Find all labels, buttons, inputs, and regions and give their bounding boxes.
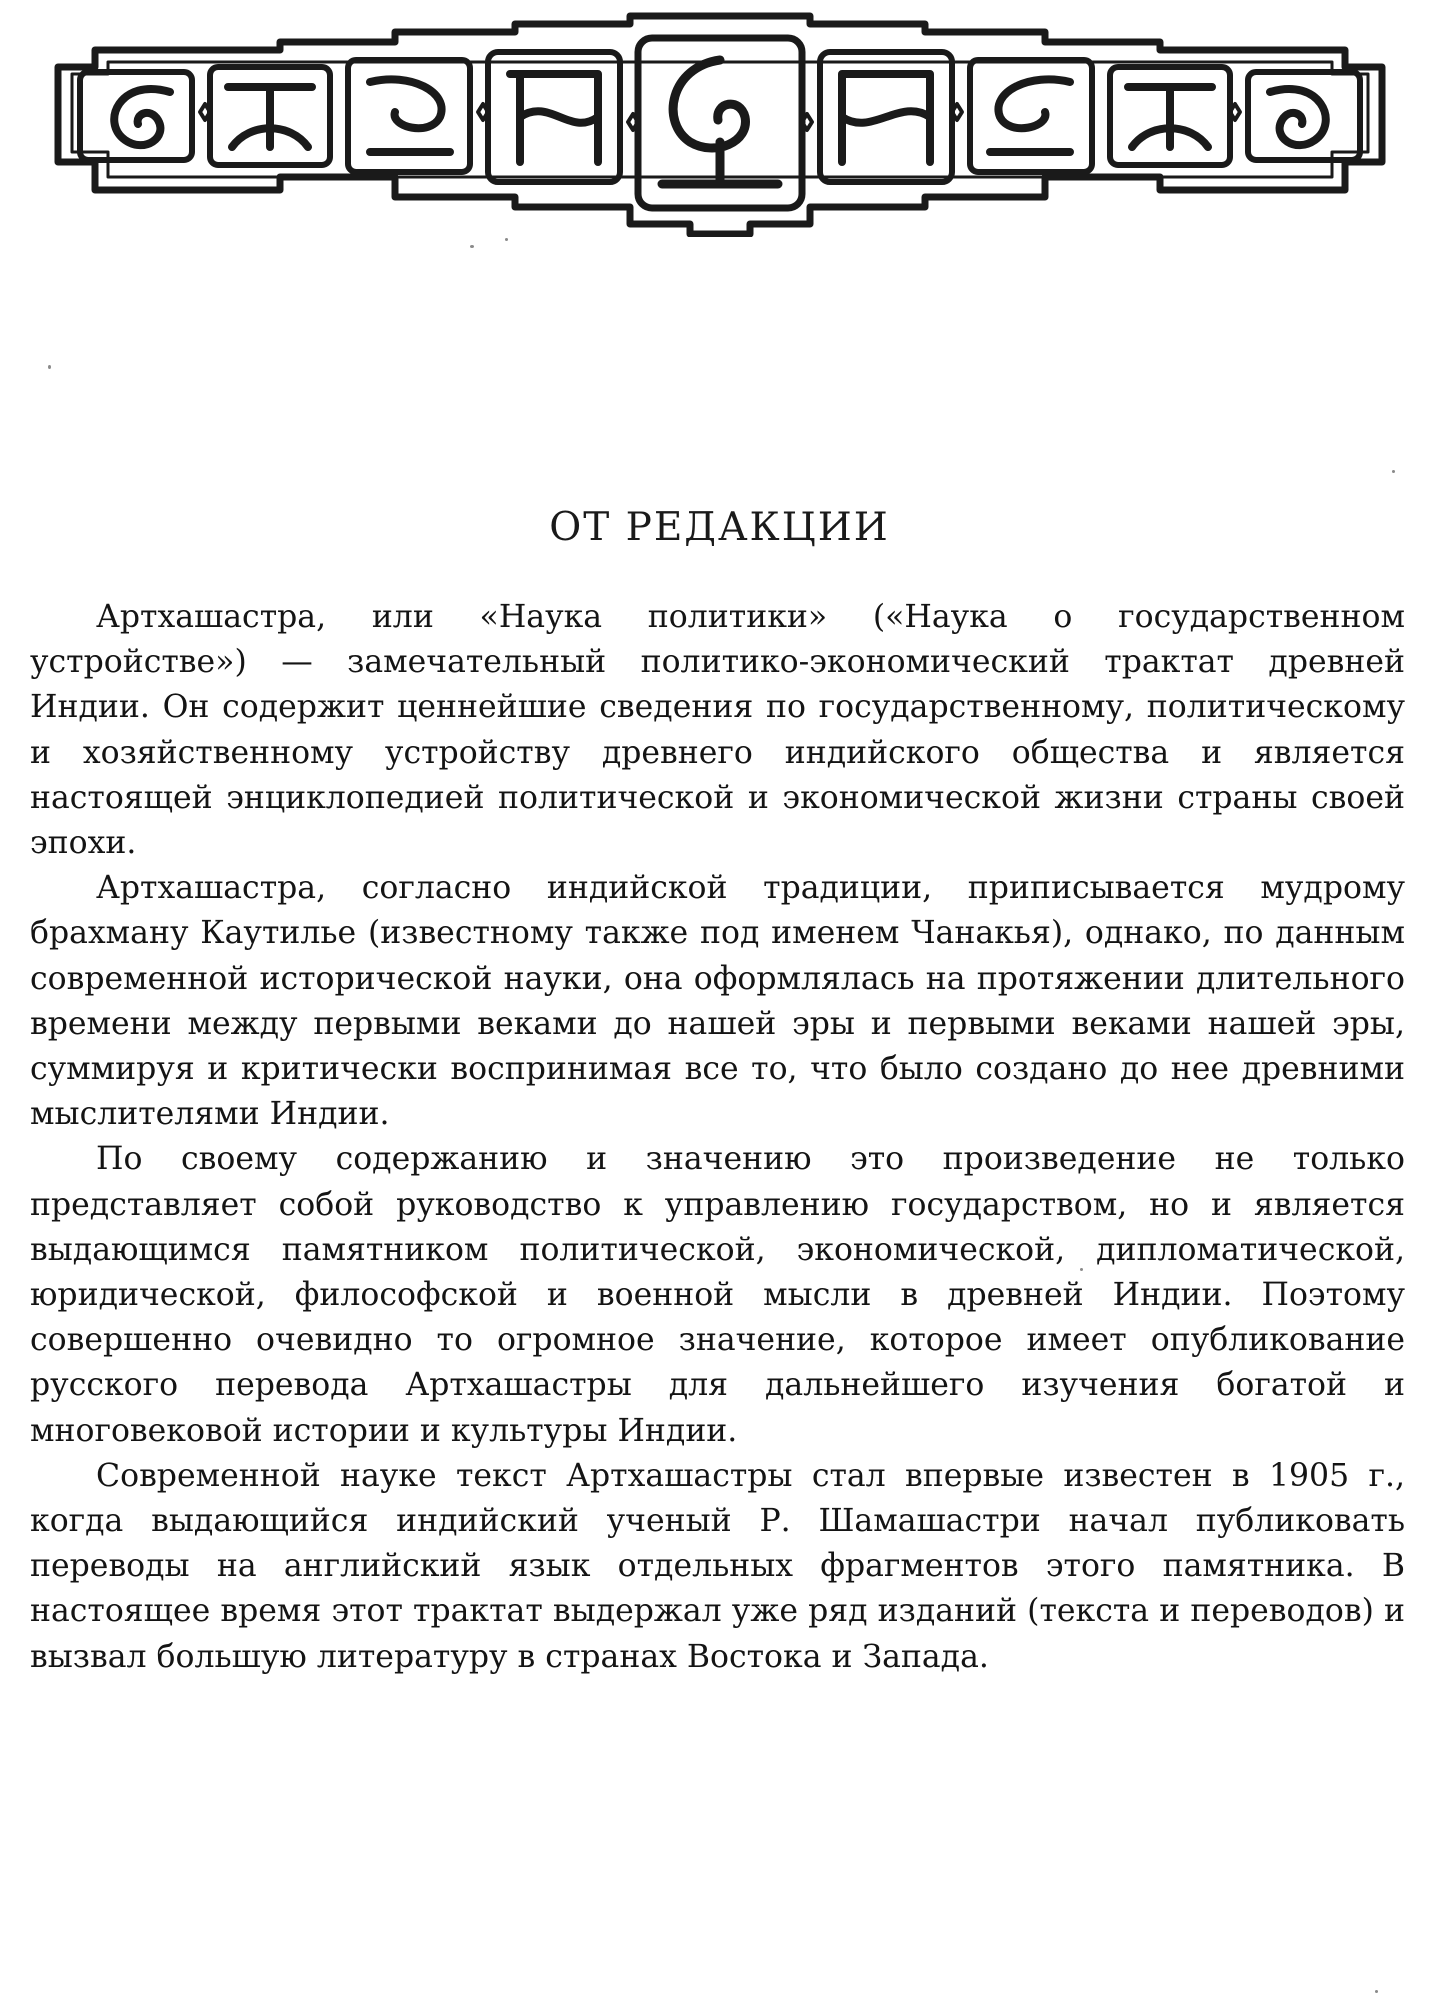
body-text xyxy=(30,595,1405,1680)
scan-speck xyxy=(470,245,474,248)
paragraph: Артхашастра, или «Наука политики» («Наука о государственном устройстве») — замечательный политико-экономический трактат древней Индии. Он содержит ценнейшие сведения по государственному, политическому и хозяйственному устройству древнего индийского общества и является настоящей энциклопедией политической и экономической жизни страны своей эпохи. xyxy=(30,599,1405,862)
scan-speck xyxy=(505,238,508,241)
scan-speck xyxy=(1392,470,1395,473)
paragraph: Современной науке текст Артхашастры стал впервые известен в 1905 г., когда выдающийся индийский ученый Р. Шамашастри начал публиковать переводы на английский язык отдельных фрагментов этого памятника. В настоящее время этот трактат выдержал уже ряд изданий (текста и переводов) и вызвал большую литературу в странах Востока и Запада. xyxy=(30,1457,1405,1675)
decorative-headpiece xyxy=(50,12,1390,237)
scan-speck xyxy=(1375,1990,1378,1993)
scan-speck xyxy=(1080,1268,1083,1271)
section-heading: ОТ РЕДАКЦИИ xyxy=(549,505,890,550)
paragraph: Артхашастра, согласно индийской традиции, приписывается мудрому брахману Каутилье (известному также под именем Чанакья), однако, по данным современной исторической науки, она оформлялась на протяжении длительного времени между первыми веками до нашей эры и первыми веками нашей эры, суммируя и критически воспринимая все то, что было создано до нее древними мыслителями Индии. xyxy=(30,870,1405,1133)
paragraph: По своему содержанию и значению это произведение не только представляет собой руководство к управлению государством, но и является выдающимся памятником политической, экономической, дипломатической, юридической, философской и военной мысли в древней Индии. Поэтому совершенно очевидно то огромное значение, которое имеет опубликование русского перевода Артхашастры для дальнейшего изучения богатой и многовековой истории и культуры Индии. xyxy=(30,1141,1405,1449)
scan-speck xyxy=(48,365,51,369)
